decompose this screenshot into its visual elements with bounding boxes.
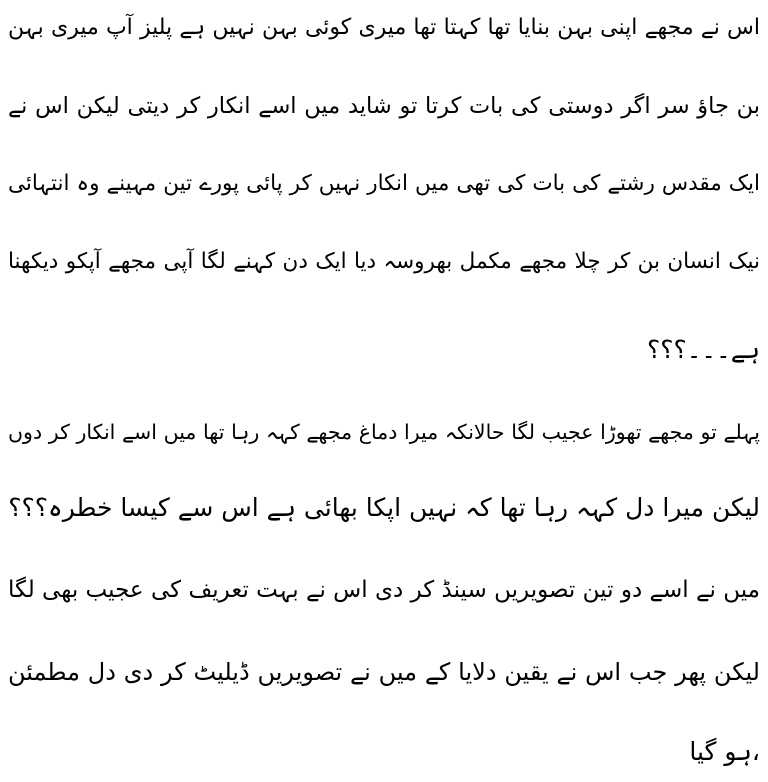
text-line: نیک انسان بن کر چلا مجھے مکمل بھروسہ دیا ایک دن کہنے لگا آپی مجھے آپکو دیکھنا: [8, 249, 760, 274]
text-line: لیکن پھر جب اس نے یقین دلایا کے میں نے تصویریں ڈیلیٹ کر دی دل مطمئن: [8, 658, 760, 686]
text-line: ایک مقدس رشتے کی بات کی تھی میں انکار نہیں کر پائی پورے تین مہینے وہ انتہائی: [8, 171, 760, 196]
text-line: لیکن میرا دل کہہ رہا تھا کہ نہیں اپکا بھائی ہے اس سے کیسا خطرہ؟؟؟: [8, 493, 760, 522]
text-line: بن جاؤ سر اگر دوستی کی بات کرتا تو شاید میں اسے انکار کر دیتی لیکن اس نے: [8, 93, 760, 119]
text-line: میں نے اسے دو تین تصویریں سینڈ کر دی اس نے بہت تعریف کی عجیب بھی لگا: [8, 577, 760, 603]
text-line: ہے۔۔۔؟؟؟: [646, 335, 760, 364]
text-line: ،ہو گیا: [689, 737, 760, 766]
text-line: اس نے مجھے اپنی بہن بنایا تھا کہتا تھا میری کوئی بہن نہیں ہے پلیز آپ میری بہن: [8, 15, 760, 40]
text-line: پہلے تو مجھے تھوڑا عجیب لگا حالانکہ میرا دماغ مجھے کہہ رہا تھا میں اسے انکار کر دوں: [8, 420, 760, 444]
